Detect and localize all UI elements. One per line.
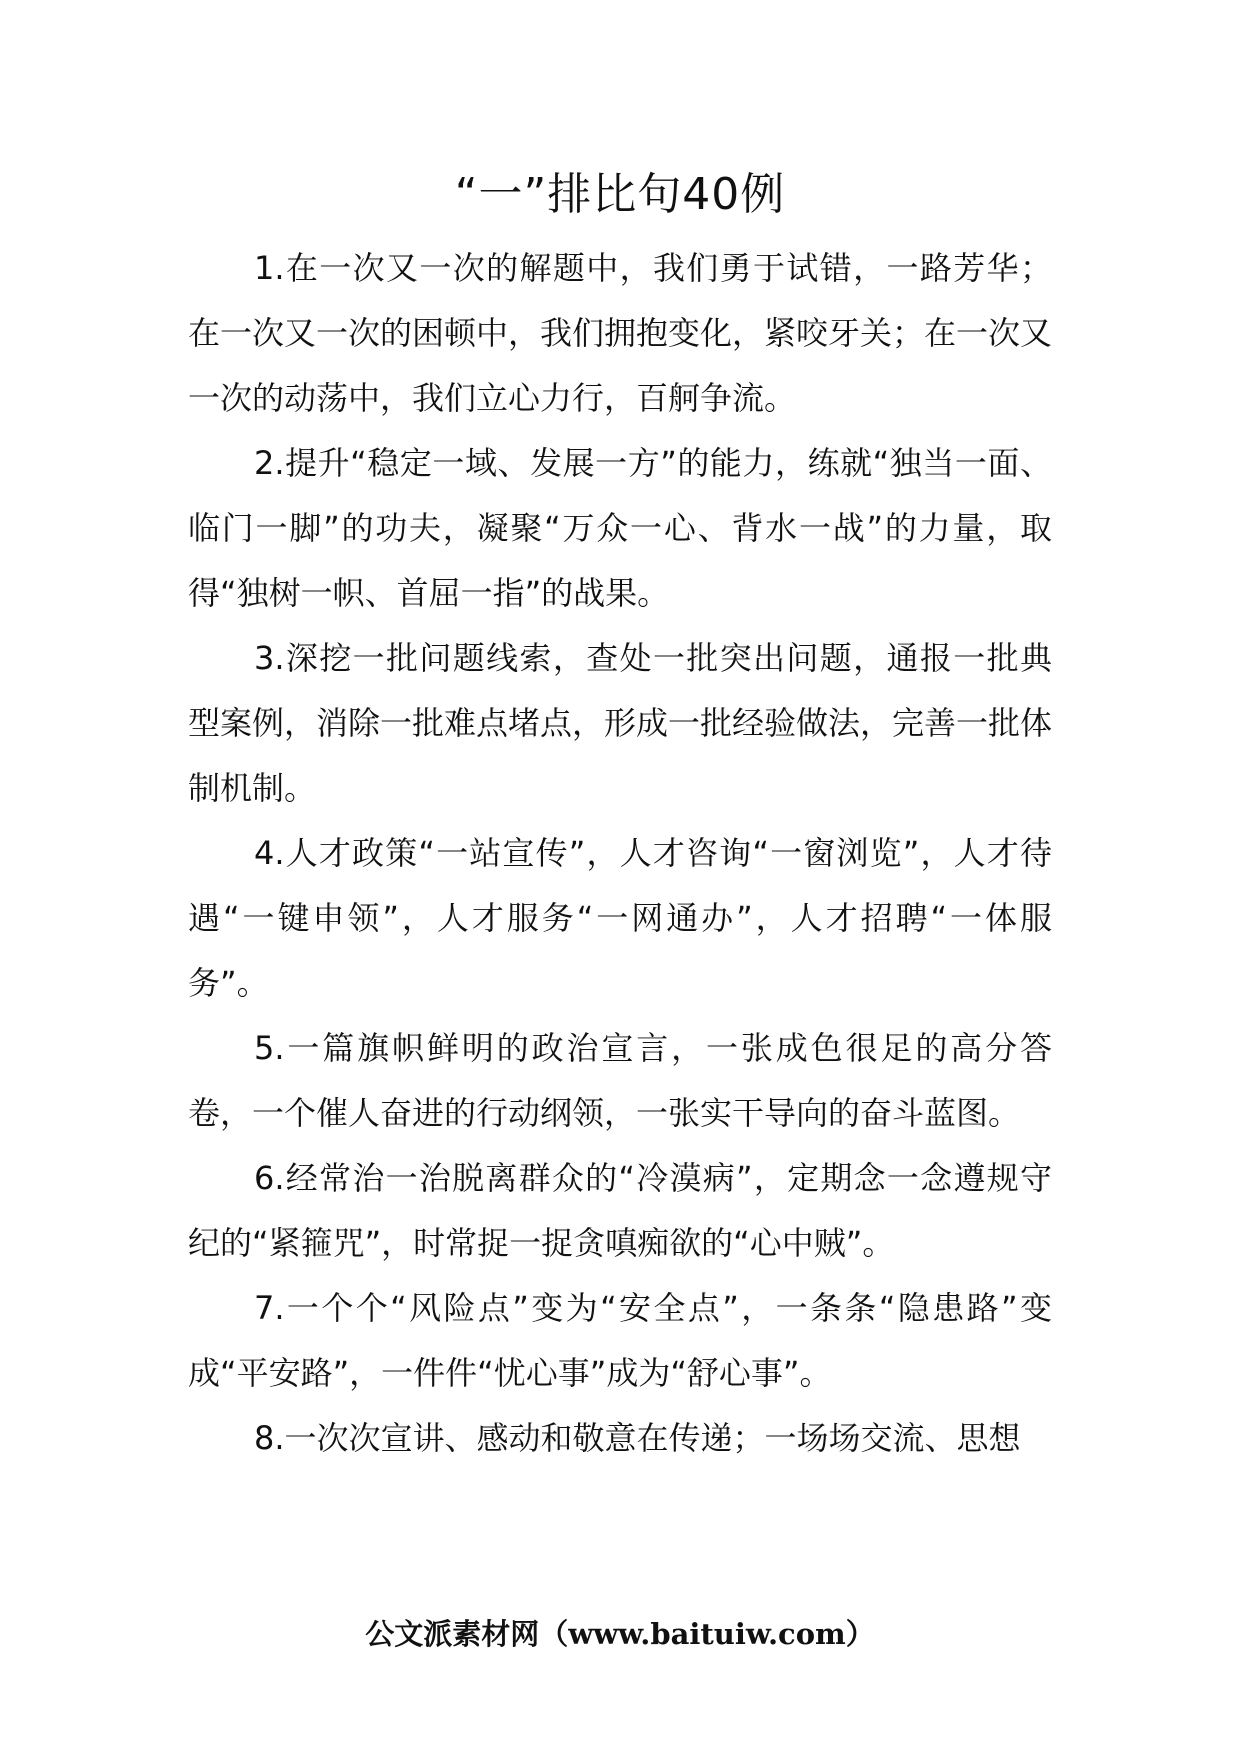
document-title: “一”排比句40例 — [454, 169, 786, 220]
paragraph-4: 4.人才政策“一站宣传”，人才咨询“一窗浏览”，人才待遇“一键申领”，人才服务“一网通办”，人才招聘“一体服务”。 — [188, 834, 1052, 1002]
document-body — [188, 236, 1052, 1471]
paragraph-3: 3.深挖一批问题线索，查处一批突出问题，通报一批典型案例，消除一批难点堵点，形成一批经验做法，完善一批体制机制。 — [188, 639, 1053, 807]
footer-source: 公文派素材网（www.baituiw.com） — [365, 1617, 875, 1651]
paragraph-2: 2.提升“稳定一域、发展一方”的能力，练就“独当一面、临门一脚”的功夫，凝聚“万众一心、背水一战”的力量，取得“独树一帜、首屈一指”的战果。 — [188, 444, 1052, 612]
paragraph-1: 1.在一次又一次的解题中，我们勇于试错，一路芳华；在一次又一次的困顿中，我们拥抱变化，紧咬牙关；在一次又一次的动荡中，我们立心力行，百舸争流。 — [188, 249, 1053, 417]
paragraph-5: 5.一篇旗帜鲜明的政治宣言，一张成色很足的高分答卷，一个催人奋进的行动纲领，一张实干导向的奋斗蓝图。 — [188, 1029, 1052, 1132]
paragraph-8: 8.一次次宣讲、感动和敬意在传递；一场场交流、思想 — [254, 1419, 1021, 1457]
paragraph-6: 6.经常治一治脱离群众的“冷漠病”，定期念一念遵规守纪的“紧箍咒”，时常捉一捉贪嗔痴欲的“心中贼”。 — [188, 1159, 1052, 1262]
paragraph-7: 7.一个个“风险点”变为“安全点”，一条条“隐患路”变成“平安路”，一件件“忧心事”成为“舒心事”。 — [188, 1289, 1052, 1392]
